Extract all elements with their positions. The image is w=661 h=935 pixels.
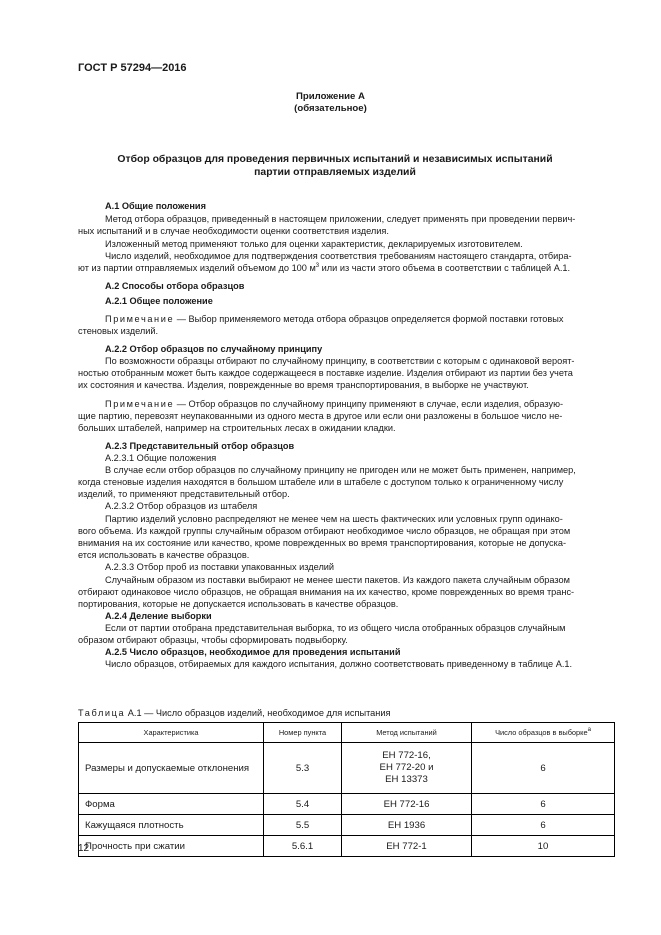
table-cell: 10	[472, 836, 615, 857]
page-number: 12	[78, 843, 90, 854]
table-row	[79, 794, 615, 815]
document-header: ГОСТ Р 57294—2016	[78, 62, 187, 74]
table-cell: 6	[472, 794, 615, 815]
appendix-title-line: Отбор образцов для проведения первичных испытаний и независимых испытаний	[117, 154, 553, 165]
paragraph-line: ют из партии отправляемых изделий объемом до 100 $м^3$ или из части этого объема в соответствии с таблицей А.1.	[78, 263, 571, 273]
samples-table	[78, 722, 615, 857]
table-cell: ЕН 772-1	[342, 836, 472, 857]
paragraph-line: В случае если отбор образцов по случайному принципу не пригоден или не может быть применен, например,	[105, 465, 576, 475]
table-caption: Таблица А.1 — Число образцов изделий, необходимое для испытания	[78, 708, 391, 718]
paragraph-line: Метод отбора образцов, приведенный в настоящем приложении, следует применять при проведении первич-	[105, 214, 576, 224]
paragraph-line: Партию изделий условно распределяют не менее чем на шесть фактических или условных групп одинако-	[105, 514, 563, 524]
paragraph-line: Число образцов, отбираемых для каждого испытания, должно соответствовать приведенному в таблице А.1.	[105, 659, 573, 669]
table-cell: Размеры и допускаемые отклонения	[79, 743, 264, 794]
paragraph-line: отбирают одинаковое число образцов, не обращая внимания на их качество, кроме поврежденных во время транс-	[78, 587, 575, 597]
table-cell: 5.5	[264, 815, 342, 836]
table-cell: Кажущаяся плотность	[79, 815, 264, 836]
subsection-heading: А.2.2 Отбор образцов по случайному принципу	[105, 344, 323, 354]
note-label: Примечание	[105, 314, 175, 324]
table-row	[79, 743, 615, 794]
table-cell: ЕН 1936	[342, 815, 472, 836]
table-cell: 5.3	[264, 743, 342, 794]
note-line: больших штабелей, например на строительных лесах в ожидании кладки.	[78, 423, 396, 433]
paragraph-line: портирования, которые не допускается использовать в качестве образцов.	[78, 599, 399, 609]
paragraph-line: внимания на их состояние или качество, кроме поврежденных во время транспортирования, которые не допуска-	[78, 538, 567, 548]
table-cell: 5.4	[264, 794, 342, 815]
subsection-heading: А.2.3 Представительный отбор образцов	[105, 441, 295, 451]
table-cell: 5.6.1	[264, 836, 342, 857]
table-cell: 6	[472, 743, 615, 794]
paragraph-line: ных испытаний и в случае необходимости оценки соответствия изделия.	[78, 226, 389, 236]
table-cell: Форма	[79, 794, 264, 815]
clause-heading: А.2.3.3 Отбор проб из поставки упакованных изделий	[105, 562, 335, 572]
appendix-label: Приложение А	[296, 91, 365, 102]
subsection-heading: А.2.5 Число образцов, необходимое для проведения испытаний	[105, 647, 401, 657]
note-label: Примечание	[105, 399, 175, 409]
clause-heading: А.2.3.2 Отбор образцов из штабеля	[105, 501, 258, 511]
table-header-row	[79, 723, 615, 743]
paragraph-line: По возможности образцы отбирают по случайному принципу, в соответствии с которым с одинаковой вероят-	[105, 356, 575, 366]
note-line: щие партию, перевозят неупакованными из одного места в другое или если они разложены в большое число не-	[78, 411, 563, 421]
paragraph-line: когда стеновые изделия находятся в большом штабеле или в штабеле с доступом только к ограниченному числу	[78, 477, 564, 487]
section-heading: А.1 Общие положения	[105, 201, 206, 211]
paragraph-line: ностью отобранным может быть каждое содержащееся в поставке изделие. Изделия отбирают из партии без учета	[78, 368, 573, 378]
note-line: стеновых изделий.	[78, 326, 159, 336]
column-header: Метод испытаний	[342, 723, 472, 743]
subsection-heading: А.2.1 Общее положение	[105, 296, 213, 306]
paragraph-line: изделий, то применяют представительный отбор.	[78, 489, 290, 499]
appendix-status: (обязательное)	[294, 103, 367, 114]
note-line: Примечание — Отбор образцов по случайному принципу применяют в случае, если изделия, образую-	[105, 399, 564, 409]
paragraph-line: ется использовать в качестве образцов.	[78, 550, 250, 560]
subsection-heading: А.2.4 Деление выборки	[105, 611, 212, 621]
table-cell: Прочность при сжатии	[79, 836, 264, 857]
column-header: Номер пункта	[264, 723, 342, 743]
table-cell: ЕН 772-16	[342, 794, 472, 815]
paragraph-line: образом отбирают образцы, чтобы сформировать подвыборку.	[78, 635, 348, 645]
note-line: Примечание — Выбор применяемого метода отбора образцов определяется формой поставки готовых	[105, 314, 564, 324]
paragraph-line: Изложенный метод применяют только для оценки характеристик, декларируемых изготовителем.	[105, 239, 523, 249]
table-caption-prefix: Таблица	[78, 708, 126, 718]
paragraph-line: Случайным образом из поставки выбирают не менее шести пакетов. Из каждого пакета случайным образом	[105, 575, 570, 585]
table-row	[79, 815, 615, 836]
footnote-marker: a	[587, 727, 591, 733]
clause-heading: А.2.3.1 Общие положения	[105, 453, 217, 463]
column-header: Характеристика	[79, 723, 264, 743]
table-cell: ЕН 772-16, ЕН 772-20 и ЕН 13373	[342, 743, 472, 794]
paragraph-line: Если от партии отобрана представительная выборка, то из общего числа отобранных образцов случайным	[105, 623, 566, 633]
table-row	[79, 836, 615, 857]
superscript: 3	[315, 263, 320, 269]
column-header: Число образцов в выборке$^a$	[472, 723, 615, 743]
paragraph-line: вого объема. Из каждой группы случайным образом отбирают необходимое число образцов, не обращая при этом	[78, 526, 571, 536]
appendix-title-line: партии отправляемых изделий	[254, 167, 416, 178]
table-cell: 6	[472, 815, 615, 836]
section-heading: А.2 Способы отбора образцов	[105, 281, 245, 291]
paragraph-line: их состояния и качества. Изделия, поврежденные во время транспортирования, в выборке не участвуют.	[78, 380, 529, 390]
paragraph-line: Число изделий, необходимое для подтверждения соответствия требованиям настоящего стандарта, отбира-	[105, 251, 572, 261]
